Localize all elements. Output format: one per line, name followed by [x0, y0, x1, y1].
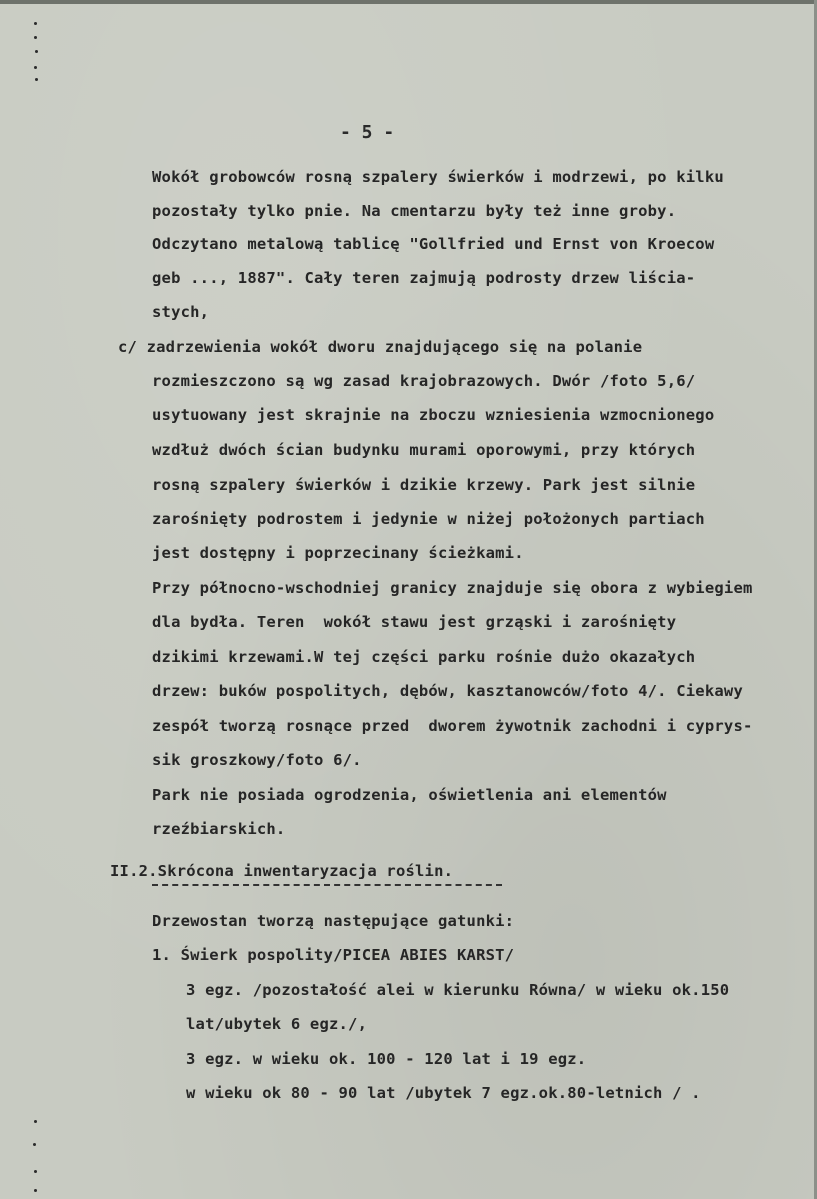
- text-line: stych,: [152, 303, 210, 321]
- text-line: wzdłuż dwóch ścian budynku murami oporowymi, przy których: [152, 441, 696, 459]
- text-line: lat/ubytek 6 egz./,: [186, 1015, 368, 1033]
- margin-speck: [35, 50, 38, 53]
- margin-speck: [34, 1189, 37, 1192]
- text-line: 3 egz. /pozostałość alei w kierunku Równa/ w wieku ok.150: [186, 981, 730, 999]
- text-line: Odczytano metalową tablicę "Gollfried und Ernst von Kroecow: [152, 235, 715, 253]
- text-line: rozmieszczono są wg zasad krajobrazowych. Dwór /foto 5,6/: [152, 372, 696, 390]
- text-line: 3 egz. w wieku ok. 100 - 120 lat i 19 egz.: [186, 1050, 587, 1068]
- heading-underline: [152, 884, 502, 888]
- margin-speck: [35, 78, 38, 81]
- margin-speck: [34, 66, 37, 69]
- text-line: dzikimi krzewami.W tej części parku rośnie dużo okazałych: [152, 648, 696, 666]
- margin-speck: [34, 1120, 37, 1123]
- text-line: w wieku ok 80 - 90 lat /ubytek 7 egz.ok.80-letnich / .: [186, 1084, 701, 1102]
- section-heading: II.2.Skrócona inwentaryzacja roślin.: [110, 862, 454, 880]
- text-line: zespół tworzą rosnące przed dworem żywotnik zachodni i cyprys-: [152, 717, 753, 735]
- margin-speck: [34, 1170, 37, 1173]
- text-line: rosną szpalery świerków i dzikie krzewy. Park jest silnie: [152, 476, 696, 494]
- text-line: Przy północno-wschodniej granicy znajduje się obora z wybiegiem: [152, 579, 753, 597]
- text-line: Wokół grobowców rosną szpalery świerków i modrzewi, po kilku: [152, 168, 724, 186]
- text-line: geb ..., 1887". Cały teren zajmują podrosty drzew liścia-: [152, 269, 696, 287]
- text-line: jest dostępny i poprzecinany ścieżkami.: [152, 544, 524, 562]
- text-line: sik groszkowy/foto 6/.: [152, 751, 362, 769]
- text-line: usytuowany jest skrajnie na zboczu wzniesienia wzmocnionego: [152, 406, 715, 424]
- text-line: drzew: buków pospolitych, dębów, kasztanowców/foto 4/. Ciekawy: [152, 682, 743, 700]
- text-line: Park nie posiada ogrodzenia, oświetlenia ani elementów: [152, 786, 667, 804]
- text-line: Drzewostan tworzą następujące gatunki:: [152, 912, 515, 930]
- page-top-edge: [0, 0, 817, 4]
- text-line: 1. Świerk pospolity/PICEA ABIES KARST/: [152, 946, 515, 964]
- text-line: zarośnięty podrostem i jedynie w niżej położonych partiach: [152, 510, 705, 528]
- text-line: rzeźbiarskich.: [152, 820, 286, 838]
- text-line: pozostały tylko pnie. Na cmentarzu były też inne groby.: [152, 202, 677, 220]
- margin-speck: [33, 1143, 36, 1146]
- text-line: dla bydła. Teren wokół stawu jest grząski i zarośnięty: [152, 613, 677, 631]
- page-number: - 5 -: [340, 122, 395, 143]
- margin-speck: [34, 22, 37, 25]
- margin-speck: [34, 36, 37, 39]
- text-line: c/ zadrzewienia wokół dworu znajdującego się na polanie: [118, 338, 643, 356]
